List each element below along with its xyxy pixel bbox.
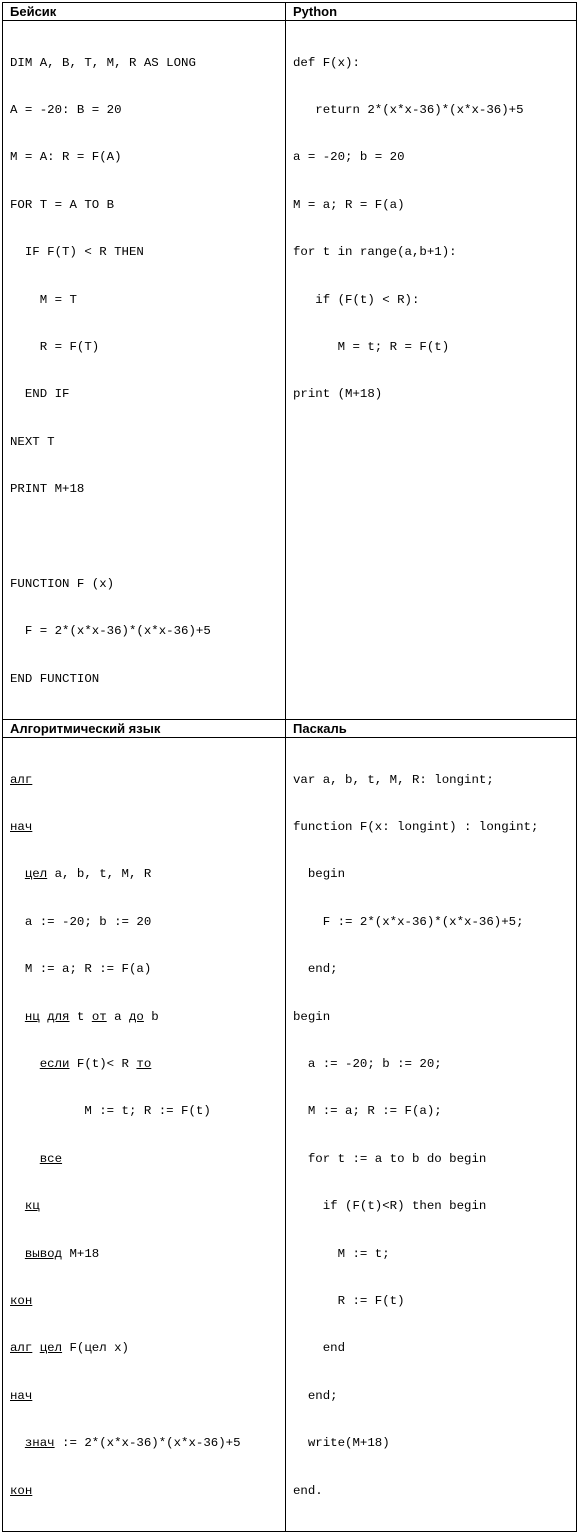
code-line: var a, b, t, M, R: longint; <box>293 772 494 787</box>
keyword: кон <box>10 1483 33 1498</box>
code-line: END FUNCTION <box>10 671 100 686</box>
keyword: нач <box>10 1388 33 1403</box>
code-line: end. <box>293 1483 323 1498</box>
code-line: PRINT M+18 <box>10 482 85 497</box>
code-line: begin <box>293 867 346 882</box>
keyword: алг <box>10 1341 33 1356</box>
code-line <box>10 820 285 836</box>
code-line: a := -20; b := 20; <box>293 1057 442 1071</box>
code-text: t <box>69 1009 92 1024</box>
keyword: от <box>91 1009 107 1024</box>
code-line: end <box>293 1341 346 1356</box>
code-comparison-table <box>2 2 577 1532</box>
code-line <box>10 1294 285 1310</box>
keyword: цел <box>24 867 48 882</box>
code-line: M := t; <box>293 1246 390 1261</box>
python-title: Python <box>286 3 576 21</box>
code-line <box>10 1010 285 1026</box>
code-line: if (F(t)<R) then begin <box>293 1199 487 1214</box>
code-line <box>10 1152 285 1168</box>
code-line: def F(x): <box>293 55 360 70</box>
pascal-title: Паскаль <box>286 720 576 738</box>
basic-cell <box>3 3 286 720</box>
code-line: R = F(T) <box>10 339 100 354</box>
code-line <box>10 773 285 789</box>
code-line: M = a; R = F(a) <box>293 197 405 212</box>
code-line <box>10 1389 285 1405</box>
code-line: NEXT T <box>10 434 55 449</box>
code-line <box>10 1341 285 1357</box>
code-line: M = A: R = F(A) <box>10 150 122 165</box>
code-line: write(M+18) <box>293 1436 390 1451</box>
code-line <box>10 1199 285 1215</box>
keyword: для <box>47 1009 70 1024</box>
keyword: до <box>129 1009 144 1024</box>
code-line <box>10 1436 285 1452</box>
code-line: end; <box>293 1388 338 1403</box>
code-text: a, b, t, M, R <box>47 867 152 882</box>
algo-title: Алгоритмический язык <box>3 720 285 738</box>
keyword: кц <box>24 1199 40 1214</box>
code-text: F(t)< R <box>69 1057 137 1071</box>
pascal-code <box>286 738 576 1531</box>
code-line <box>10 867 285 883</box>
code-line: begin <box>293 1009 331 1024</box>
code-line: M := t; R := F(t) <box>10 1104 211 1119</box>
code-line: a = -20; b = 20 <box>293 150 405 165</box>
code-line: a := -20; b := 20 <box>10 914 152 929</box>
keyword: все <box>39 1151 63 1166</box>
python-code <box>286 21 576 435</box>
pascal-cell <box>286 720 577 1532</box>
code-line <box>10 1057 285 1073</box>
code-line: FOR T = A TO B <box>10 197 115 212</box>
keyword: знач <box>24 1436 55 1451</box>
code-line: print (M+18) <box>293 387 383 402</box>
code-line: if (F(t) < R): <box>293 292 420 307</box>
basic-title: Бейсик <box>3 3 285 21</box>
code-text: a <box>106 1009 129 1024</box>
keyword: алг <box>10 772 33 787</box>
python-cell <box>286 3 577 720</box>
algo-cell <box>3 720 286 1532</box>
keyword: нач <box>10 820 33 835</box>
code-text: M+18 <box>62 1246 100 1261</box>
code-line: F := 2*(x*x-36)*(x*x-36)+5; <box>293 914 524 929</box>
keyword: нц <box>24 1009 40 1024</box>
code-line: end; <box>293 962 338 977</box>
code-line <box>10 530 285 546</box>
code-line: M := a; R := F(a); <box>293 1104 442 1119</box>
code-line: return 2*(x*x-36)*(x*x-36)+5 <box>293 102 524 117</box>
code-line: M = T <box>10 292 77 307</box>
keyword: то <box>136 1057 152 1071</box>
code-line: F = 2*(x*x-36)*(x*x-36)+5 <box>10 624 211 639</box>
code-line: for t in range(a,b+1): <box>293 245 457 260</box>
keyword: цел <box>39 1341 63 1356</box>
keyword: если <box>39 1057 70 1071</box>
code-line: IF F(T) < R THEN <box>10 245 144 260</box>
basic-code <box>3 21 285 719</box>
code-text: b <box>143 1009 159 1024</box>
code-line: DIM A, B, T, M, R AS LONG <box>10 55 196 70</box>
code-line <box>10 1484 285 1500</box>
algo-code <box>3 738 285 1531</box>
code-line: function F(x: longint) : longint; <box>293 820 539 835</box>
code-text: := 2*(x*x-36)*(x*x-36)+5 <box>54 1436 241 1451</box>
code-line: END IF <box>10 387 70 402</box>
keyword: вывод <box>24 1246 63 1261</box>
code-line <box>10 1247 285 1263</box>
keyword: кон <box>10 1293 33 1308</box>
code-line: M := a; R := F(a) <box>10 962 152 977</box>
code-line: FUNCTION F (x) <box>10 576 115 591</box>
code-text: F(цел x) <box>62 1341 129 1356</box>
code-line: R := F(t) <box>293 1293 405 1308</box>
code-line: for t := a to b do begin <box>293 1151 487 1166</box>
code-line: A = -20: B = 20 <box>10 102 122 117</box>
code-line: M = t; R = F(t) <box>293 339 450 354</box>
